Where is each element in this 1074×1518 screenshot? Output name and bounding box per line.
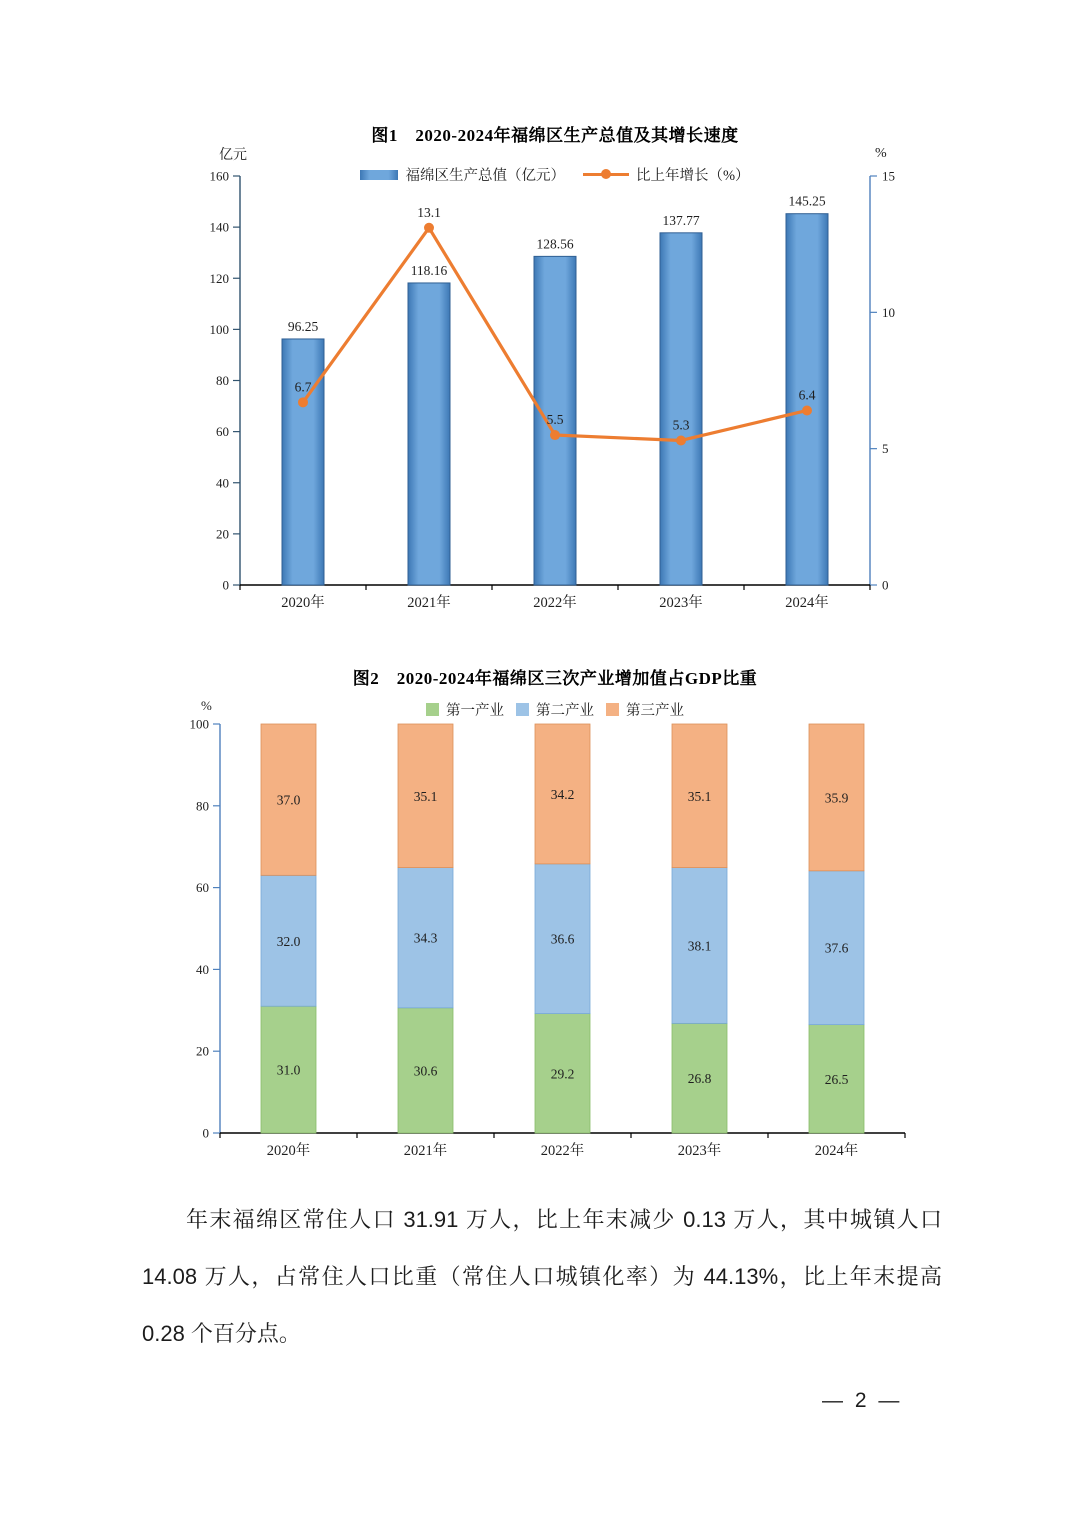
chart1-line-value-label: 6.4 [798, 387, 816, 403]
chart2-left-tick-label: 0 [202, 1125, 209, 1141]
chart1-category-label: 2023年 [659, 595, 703, 611]
chart1-left-tick-label: 20 [216, 526, 229, 542]
chart2-category-label: 2020年 [266, 1143, 311, 1159]
chart2-legend-secondary-label: 第二产业 [536, 703, 594, 719]
chart2-category-label: 2023年 [677, 1143, 722, 1159]
chart1-bar-2020年 [282, 339, 324, 585]
chart1-line-value-label: 5.5 [546, 412, 564, 428]
chart1-bar-value-label: 137.77 [662, 212, 700, 228]
chart2-left-tick-label: 60 [196, 880, 209, 896]
bar-series-swatch-icon [360, 170, 398, 180]
chart1-line-marker [298, 397, 308, 407]
chart2-legend-item-tertiary [606, 699, 684, 720]
chart1-line-marker [676, 435, 686, 445]
chart2-segment-value-label: 34.2 [550, 786, 575, 802]
chart1-title: 图1 2020-2024年福绵区生产总值及其增长速度 [371, 126, 739, 145]
chart1-category-label: 2024年 [785, 595, 829, 611]
chart2-category-label: 2022年 [540, 1143, 585, 1159]
chart1-line-value-label: 5.3 [672, 417, 690, 433]
chart1-bar-2021年 [408, 283, 450, 585]
chart2-segment-value-label: 35.1 [687, 788, 712, 804]
chart2-left-tick-label: 40 [196, 961, 209, 977]
chart2-left-axis-unit: % [201, 698, 212, 713]
chart1-category-label: 2022年 [533, 595, 577, 611]
chart2-left-tick-label: 100 [189, 716, 209, 732]
chart2-legend-tertiary-label: 第三产业 [626, 703, 684, 719]
chart2-category-label: 2024年 [814, 1143, 859, 1159]
chart1-line-marker [424, 223, 434, 233]
chart2-legend-item-primary [426, 699, 504, 720]
chart1-category-label: 2021年 [407, 595, 451, 611]
chart1-bar-2023年 [660, 233, 702, 585]
page-number: — 2 — [822, 1389, 903, 1412]
chart1-line-value-label: 6.7 [294, 379, 312, 395]
chart1-left-tick-label: 80 [216, 373, 229, 388]
chart2-segment-value-label: 26.8 [687, 1071, 712, 1087]
chart1-bar-value-label: 96.25 [287, 318, 319, 334]
chart1-bar-value-label: 145.25 [788, 193, 826, 209]
chart1-left-tick-label: 160 [209, 168, 229, 184]
chart1-category-label: 2020年 [281, 595, 325, 611]
primary-industry-swatch-icon [426, 703, 439, 716]
line-series-swatch-icon [583, 173, 629, 177]
chart1-legend [36, 164, 1074, 185]
chart1-right-axis-unit: % [875, 146, 887, 161]
chart1-line-marker [550, 430, 560, 440]
chart1-right-tick-label: 5 [882, 441, 889, 457]
chart2-segment-value-label: 34.3 [413, 930, 438, 946]
chart2-segment-value-label: 35.1 [413, 788, 438, 804]
chart1-left-tick-label: 40 [216, 475, 229, 491]
chart2-segment-value-label: 35.9 [824, 790, 849, 806]
chart2-legend-primary-label: 第一产业 [446, 703, 504, 719]
chart1-bar-value-label: 118.16 [410, 262, 448, 278]
chart1-line-value-label: 13.1 [417, 204, 441, 220]
chart1-right-tick-label: 15 [882, 168, 895, 184]
chart2-left-tick-label: 20 [196, 1043, 209, 1059]
chart1-bar-value-label: 128.56 [536, 236, 574, 252]
chart2-legend [36, 699, 1074, 720]
chart2-segment-value-label: 26.5 [824, 1071, 849, 1087]
chart2-segment-value-label: 38.1 [687, 938, 712, 954]
chart2-left-tick-label: 80 [196, 798, 209, 814]
chart1-right-tick-label: 0 [882, 577, 889, 593]
secondary-industry-swatch-icon [516, 703, 529, 716]
chart1-left-axis-unit: 亿元 [219, 148, 247, 163]
chart1-legend-growth-label: 比上年增长（%） [635, 168, 750, 184]
chart2-category-label: 2021年 [403, 1143, 448, 1159]
chart1-right-tick-label: 10 [882, 304, 895, 320]
chart2-segment-value-label: 31.0 [276, 1062, 301, 1078]
tertiary-industry-swatch-icon [606, 703, 619, 716]
chart2-segment-value-label: 30.6 [413, 1063, 438, 1079]
chart2-segment-value-label: 37.0 [276, 792, 301, 808]
chart2-segment-value-label: 37.6 [824, 940, 849, 956]
chart1-legend-item-gdp [360, 164, 565, 185]
chart1-legend-item-growth [583, 164, 750, 185]
chart2-title: 图2 2020-2024年福绵区三次产业增加值占GDP比重 [352, 669, 758, 688]
chart1-left-tick-label: 140 [209, 219, 229, 235]
chart1-left-tick-label: 120 [209, 270, 229, 286]
chart2-segment-value-label: 32.0 [276, 933, 301, 949]
chart1-left-tick-label: 100 [209, 321, 229, 337]
chart2-segment-value-label: 36.6 [550, 931, 575, 947]
chart2-legend-item-secondary [516, 699, 594, 720]
chart1-line-marker [802, 405, 812, 415]
body-paragraph: 年末福绵区常住人口 31.91 万人，比上年末减少 0.13 万人，其中城镇人口 14.08 万人，占常住人口比重（常住人口城镇化率）为 44.13%，比上年末提高 0.28 个百分点。 [142, 1207, 942, 1346]
chart2-segment-value-label: 29.2 [550, 1066, 575, 1082]
chart1-left-tick-label: 0 [222, 577, 229, 593]
chart1-legend-gdp-label: 福绵区生产总值（亿元） [405, 168, 565, 184]
chart1-left-tick-label: 60 [216, 424, 229, 440]
